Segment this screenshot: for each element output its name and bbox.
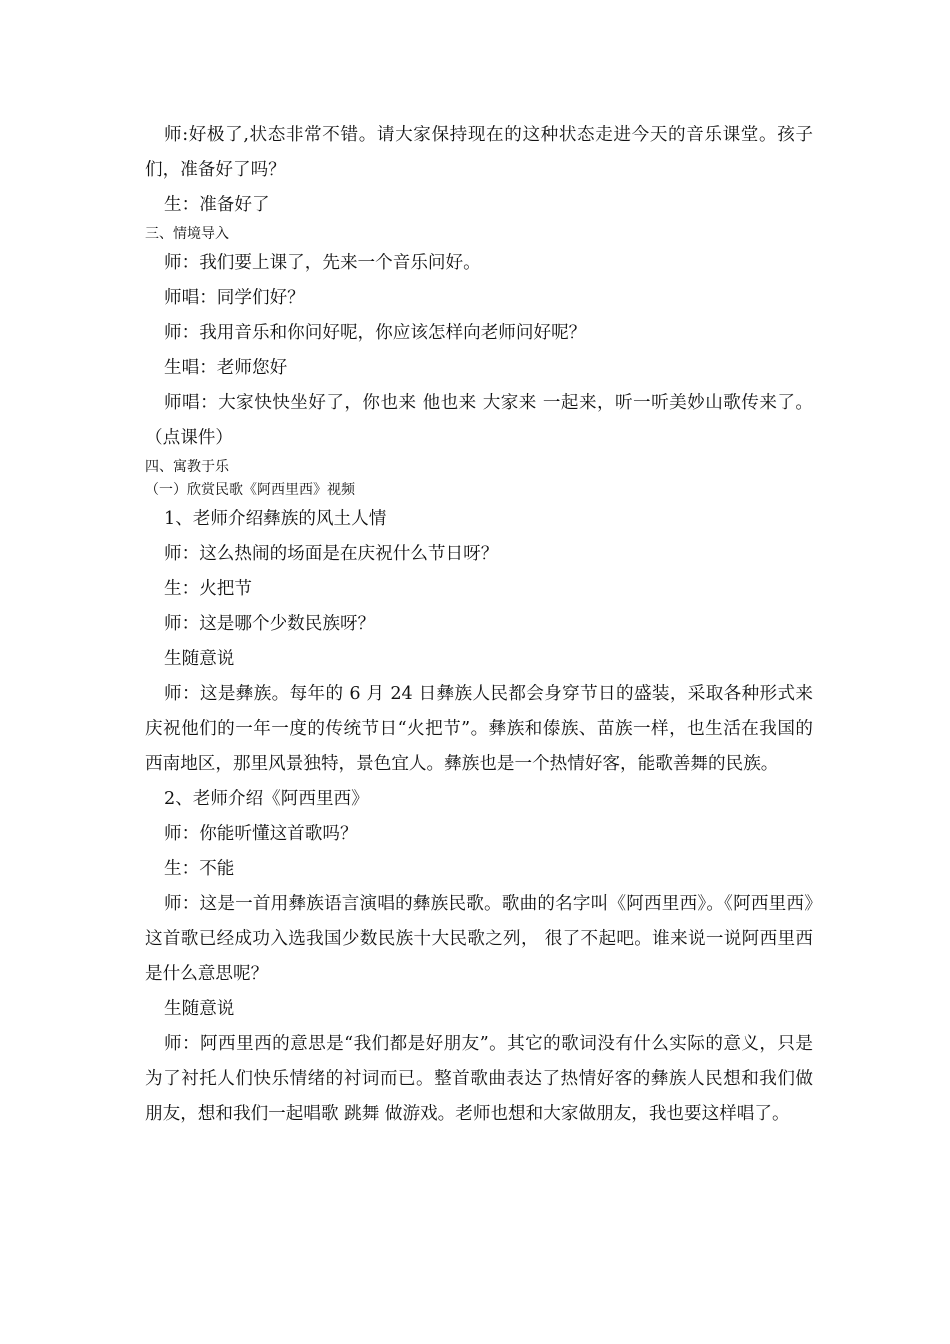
paragraph: 师唱：大家快快坐好了，你也来 他也来 大家来 一起来，听一听美妙山歌传来了。（点课件）	[145, 393, 813, 448]
paragraph: 生随意说	[164, 999, 235, 1019]
paragraph: 师唱：同学们好？	[164, 288, 305, 308]
paragraph: 师：这是彝族。每年的 6 月 24 日彝族人民都会身穿节日的盛装，采取各种形式来庆祝他们的一年一度的传统节日“火把节”。彝族和傣族、苗族一样，也生活在我国的西南地区，那里风景独特，景色宜人。彝族也是一个热情好客，能歌善舞的民族。	[145, 684, 813, 774]
paragraph: 师：阿西里西的意思是“我们都是好朋友”。其它的歌词没有什么实际的意义，只是为了衬托人们快乐情绪的衬词而已。整首歌曲表达了热情好客的彝族人民想和我们做朋友，想和我们一起唱歌 跳舞 做游戏。老师也想和大家做朋友，我也要这样唱了。	[145, 1034, 813, 1124]
paragraph: 生：火把节	[164, 579, 252, 599]
paragraph: 1、老师介绍彝族的风土人情	[164, 509, 387, 529]
paragraph: 生：不能	[164, 859, 235, 879]
paragraph: 师:好极了,状态非常不错。请大家保持现在的这种状态走进今天的音乐课堂。孩子们，准备好了吗？	[145, 125, 813, 180]
subsection-heading: （一）欣赏民歌《阿西里西》视频	[145, 482, 355, 498]
paragraph: 师：这么热闹的场面是在庆祝什么节日呀？	[164, 544, 499, 564]
paragraph: 师：我用音乐和你问好呢，你应该怎样向老师问好呢？	[164, 323, 587, 343]
section-heading: 四、寓教于乐	[145, 459, 229, 475]
paragraph: 生唱：老师您好	[164, 358, 288, 378]
paragraph: 师：你能听懂这首歌吗？	[164, 824, 358, 844]
paragraph: 师：这是一首用彝族语言演唱的彝族民歌。歌曲的名字叫《阿西里西》。《阿西里西》这首歌已经成功入选我国少数民族十大民歌之列， 很了不起吧。谁来说一说阿西里西是什么意思呢？	[145, 894, 813, 984]
paragraph: 生随意说	[164, 649, 235, 669]
paragraph: 生：准备好了	[164, 195, 270, 215]
document-body	[145, 118, 813, 1132]
paragraph: 师：我们要上课了，先来一个音乐问好。	[164, 253, 481, 273]
section-heading: 三、情境导入	[145, 226, 229, 242]
paragraph: 2、老师介绍《阿西里西》	[164, 789, 369, 809]
paragraph: 师：这是哪个少数民族呀？	[164, 614, 376, 634]
